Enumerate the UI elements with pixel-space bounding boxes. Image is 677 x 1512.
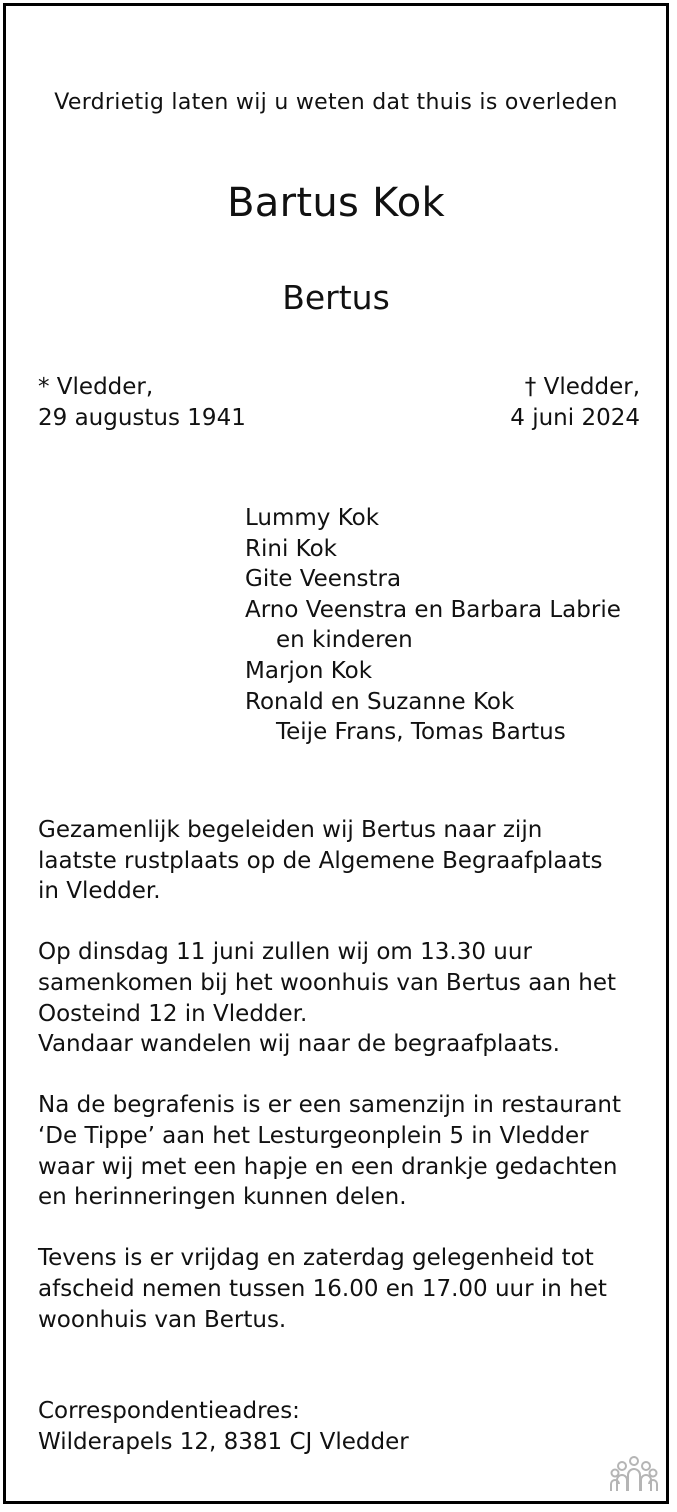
relative-line: Arno Veenstra en Barbara Labrie [245,596,621,623]
address-label: Correspondentieadres: [38,1398,300,1424]
birth-place: * Vledder, [38,374,154,400]
text-line: ‘De Tippe’ aan het Lesturgeonplein 5 in Vledder [38,1122,589,1149]
death-notice-card [3,3,669,1504]
text-line: Na de begrafenis is er een samenzijn in restaurant [38,1092,622,1119]
text-line: Tevens is er vrijdag en zaterdag gelegenheid tot [38,1245,594,1272]
text-line: Op dinsdag 11 juni zullen wij om 13.30 uur [38,939,532,966]
text-line: afscheid nemen tussen 16.00 en 17.00 uur in het [38,1275,607,1302]
paragraph-gathering [38,937,648,1059]
relative-line: Marjon Kok [245,657,373,684]
birth-info [38,372,246,434]
relative-line: en kinderen [276,627,413,654]
text-line: Gezamenlijk begeleiden wij Bertus naar zijn [38,817,543,843]
deceased-name: Bartus Kok [227,180,445,226]
birth-date: 29 augustus 1941 [38,405,246,431]
text-line: en herinneringen kunnen delen. [38,1184,407,1211]
paragraph-burial [38,815,648,907]
paragraph-reception [38,1090,648,1212]
address-value: Wilderapels 12, 8381 CJ Vledder [38,1428,409,1455]
text-line: Vandaar wandelen wij naar de begraafplaats. [38,1031,560,1058]
relative-line: Gite Veenstra [245,566,402,593]
death-date: 4 juni 2024 [510,405,640,431]
relative-line: Lummy Kok [245,505,380,531]
text-line: Oosteind 12 in Vledder. [38,1000,308,1027]
relatives-list [245,503,621,748]
text-line: samenkomen bij het woonhuis van Bertus aan het [38,969,617,996]
relative-line: Rini Kok [245,535,337,562]
text-line: in Vledder. [38,878,161,905]
correspondence-address [38,1396,409,1457]
people-group-icon [610,1455,658,1493]
relative-line: Ronald en Suzanne Kok [245,688,515,715]
paragraph-farewell [38,1243,648,1335]
funeral-details [38,815,648,1366]
text-line: laatste rustplaats op de Algemene Begraafplaats [38,847,603,874]
text-line: waar wij met een hapje en een drankje gedachten [38,1153,618,1180]
death-info [510,372,640,434]
intro-text: Verdrietig laten wij u weten dat thuis is overleden [54,90,618,115]
death-place: † Vledder, [524,374,640,400]
text-line: woonhuis van Bertus. [38,1306,287,1333]
relative-line: Teije Frans, Tomas Bartus [276,719,566,746]
nickname: Bertus [282,278,390,317]
